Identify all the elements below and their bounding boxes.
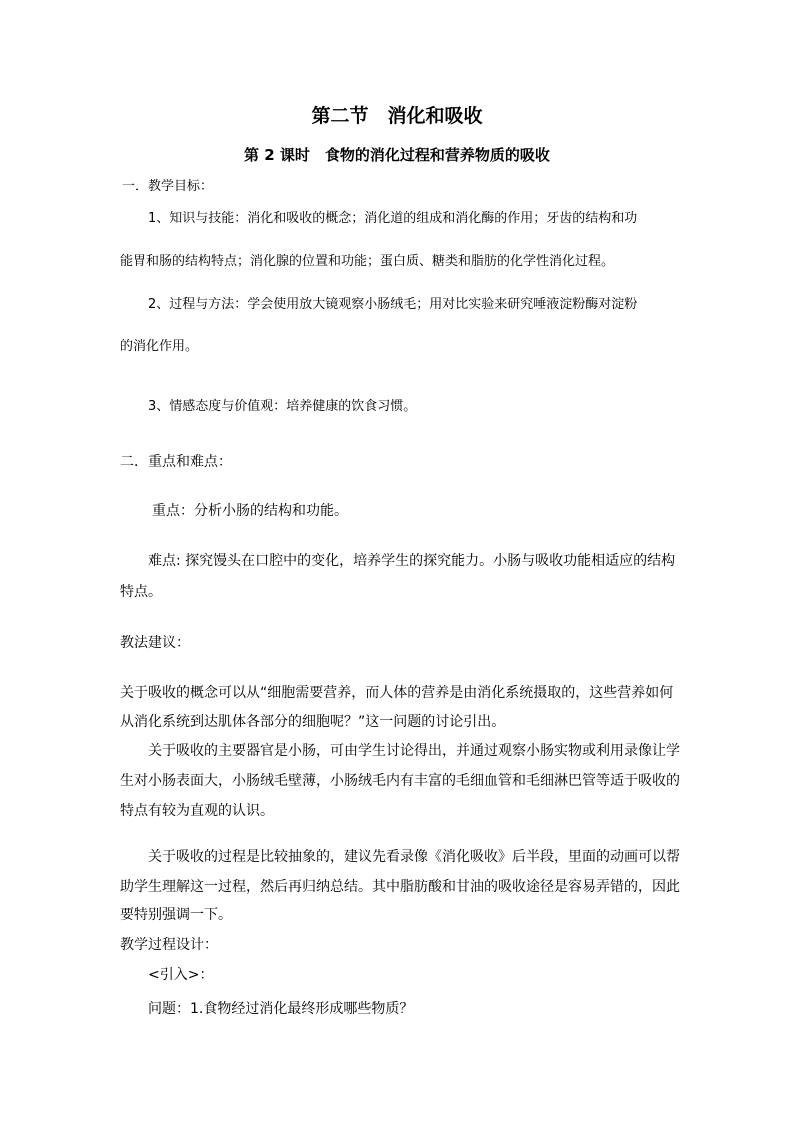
objectives-heading: 一．教学目标： <box>122 179 214 194</box>
difficulty-line-1: 难点: 探究馒头在口腔中的变化，培养学生的探究能力。小肠与吸收功能相适应的结构 <box>148 553 676 569</box>
suggestion-1-line-2: 从消化系统到达肌体各部分的细胞呢？”这一问题的讨论引出。 <box>120 714 506 730</box>
objective-3: 3、情感态度与价值观：培养健康的饮食习惯。 <box>148 399 417 414</box>
objective-1-line-1: 1、知识与技能：消化和吸收的概念；消化道的组成和消化酶的作用；牙齿的结构和功 <box>148 211 638 226</box>
page-title: 第二节 消化和吸收 <box>311 105 483 127</box>
suggestion-3-line-1: 关于吸收的过程是比较抽象的，建议先看录像《消化吸收》后半段，里面的动画可以帮 <box>148 849 680 865</box>
lesson-subtitle: 第 2 课时 食物的消化过程和营养物质的吸收 <box>244 146 550 164</box>
objective-1-line-2: 能胃和肠的结构特点；消化腺的位置和功能；蛋白质、糖类和脂肪的化学性消化过程。 <box>120 254 615 269</box>
difficulty-line-2: 特点。 <box>120 584 162 600</box>
suggestion-2-line-2: 生对小肠表面大，小肠绒毛壁薄，小肠绒毛内有丰富的毛细血管和毛细淋巴管等适于吸收的 <box>120 773 680 789</box>
suggestion-2-line-1: 关于吸收的主要器官是小肠，可由学生讨论得出，并通过观察小肠实物或利用录像让学 <box>148 743 680 759</box>
suggestion-2-line-3: 特点有较为直观的认识。 <box>120 803 274 819</box>
objective-2-line-2: 的消化作用。 <box>120 339 199 354</box>
intro-label: <引入>： <box>148 967 214 983</box>
teaching-suggestions-heading: 教法建议： <box>120 635 190 651</box>
suggestion-3-line-3: 要特别强调一下。 <box>120 907 232 923</box>
suggestion-1-line-1: 关于吸收的概念可以从“细胞需要营养，而人体的营养是由消化系统摄取的，这些营养如何 <box>120 685 674 701</box>
key-points-heading: 二．重点和难点： <box>120 454 232 470</box>
objective-2-line-1: 2、过程与方法：学会使用放大镜观察小肠绒毛；用对比实验来研究唾液淀粉酶对淀粉 <box>148 297 638 312</box>
suggestion-3-line-2: 助学生理解这一过程，然后再归纳总结。其中脂肪酸和甘油的吸收途径是容易弄错的，因此 <box>120 879 680 895</box>
key-point: 重点：分析小肠的结构和功能。 <box>152 503 348 519</box>
teaching-process-heading: 教学过程设计： <box>120 937 218 953</box>
question-1: 问题：1.食物经过消化最终形成哪些物质？ <box>148 1001 414 1017</box>
